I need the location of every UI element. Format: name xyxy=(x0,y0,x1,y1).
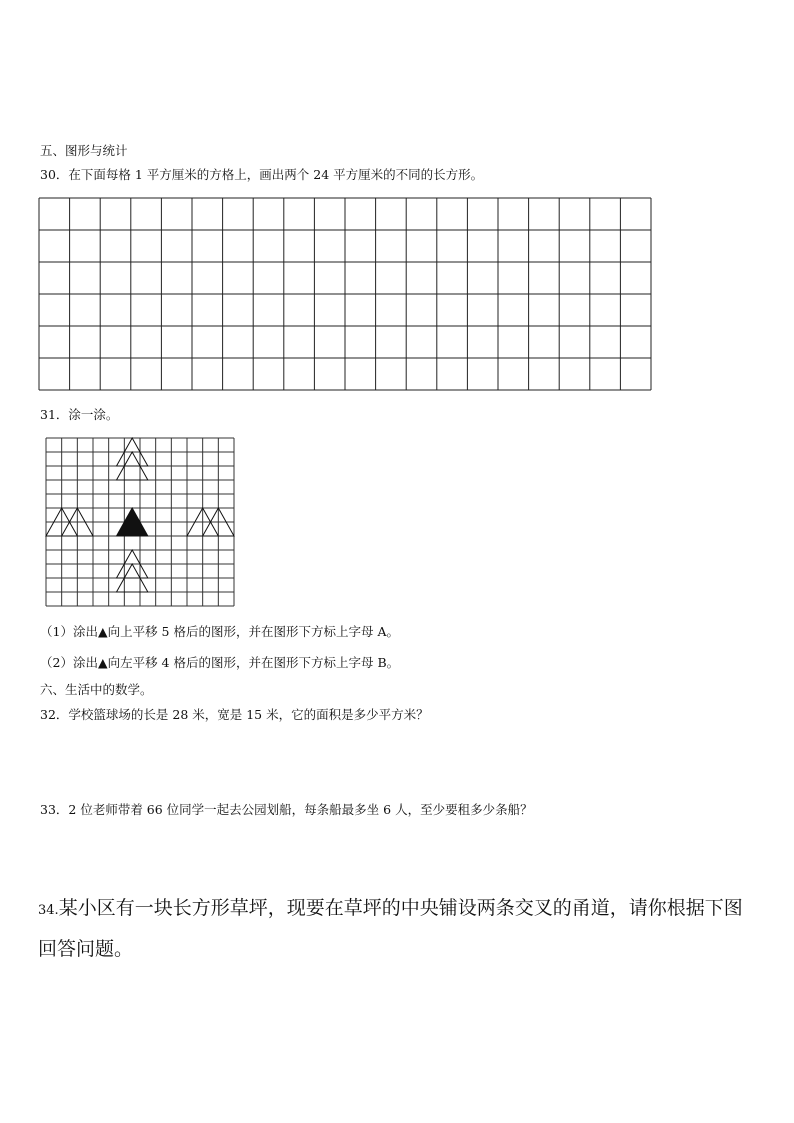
question-31-part-2: （2）涂出▲向左平移 4 格后的图形，并在图形下方标上字母 B。 xyxy=(40,655,400,670)
square-grid-q30 xyxy=(38,197,652,391)
question-34-line-2: 回答问题。 xyxy=(38,938,134,960)
question-34-text-line-1: 某小区有一块长方形草坪，现要在草坪的中央铺设两条交叉的甬道，请你根据下图 xyxy=(58,897,743,919)
question-31-title: 31．涂一涂。 xyxy=(40,407,119,422)
question-32-text: 32．学校篮球场的长是 28 米，宽是 15 米，它的面积是多少平方米？ xyxy=(40,707,429,722)
question-34-number: 34. xyxy=(38,903,59,918)
section-heading-graphics: 五、图形与统计 xyxy=(40,143,128,158)
question-34-line-1 xyxy=(38,895,743,924)
question-30-text: 30．在下面每格 1 平方厘米的方格上，画出两个 24 平方厘米的不同的长方形。 xyxy=(40,167,484,182)
question-31-part-1: （1）涂出▲向上平移 5 格后的图形，并在图形下方标上字母 A。 xyxy=(40,624,399,639)
section-heading-life-math: 六、生活中的数学。 xyxy=(40,682,153,697)
translation-grid-q31 xyxy=(44,436,238,608)
question-33-text: 33．2 位老师带着 66 位同学一起去公园划船，每条船最多坐 6 人，至少要租多少条船？ xyxy=(40,802,533,817)
